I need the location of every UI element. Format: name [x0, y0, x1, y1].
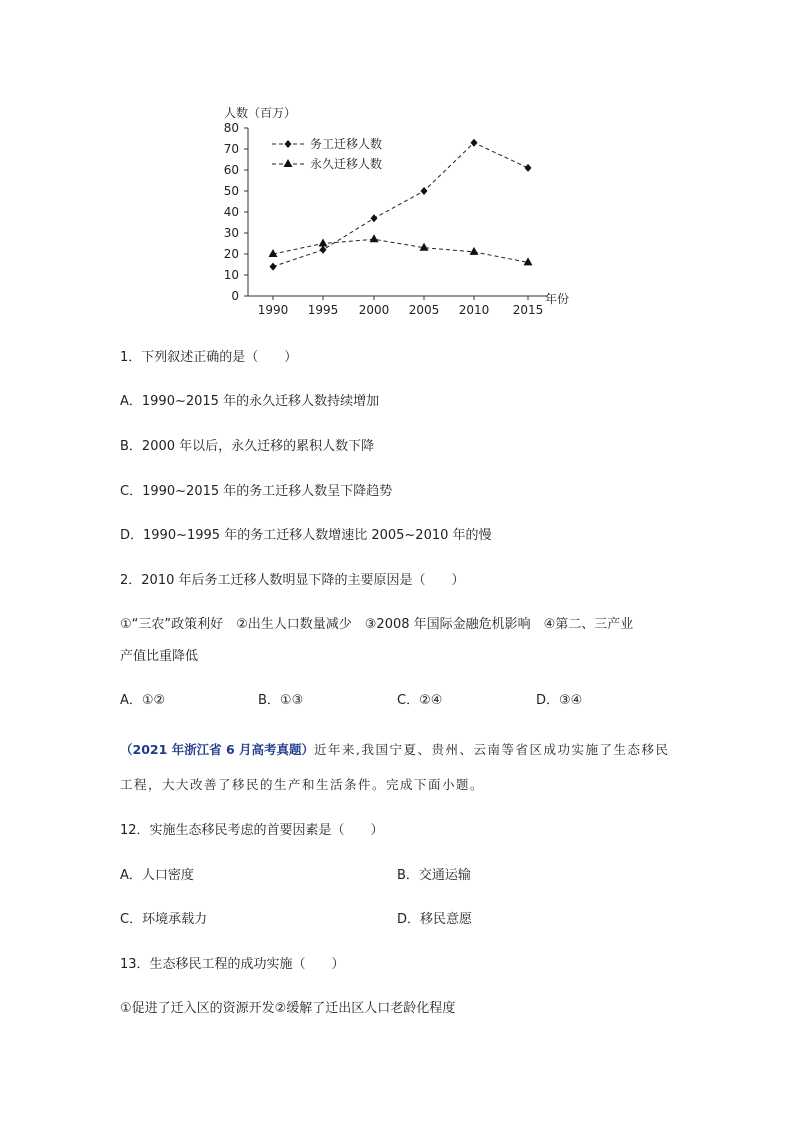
q2-option-b[interactable]: B．①③ — [258, 693, 304, 708]
exam-source: （2021 年浙江省 6 月高考真题） — [120, 742, 315, 757]
x-tick-label: 1995 — [307, 303, 339, 317]
q1-option-a[interactable]: A．1990~2015 年的永久迁移人数持续增加 — [120, 394, 380, 409]
q2-factors-line2: 产值比重降低 — [120, 649, 199, 664]
y-tick-label: 80 — [223, 121, 239, 135]
y-tick-label: 0 — [231, 289, 239, 303]
q2-factors-line1: ①“三农”政策利好 ②出生人口数量减少 ③2008 年国际金融危机影响 ④第二、三产业 — [120, 617, 634, 632]
q12-option-a[interactable]: A．人口密度 — [120, 868, 194, 883]
intro-text-2: 工程，大大改善了移民的生产和生活条件。完成下面小题。 — [120, 777, 485, 792]
worker-data-point — [371, 214, 378, 222]
q1-option-b[interactable]: B．2000 年以后，永久迁移的累积人数下降 — [120, 439, 375, 454]
worker-data-point — [270, 263, 277, 271]
q1-stem: 1．下列叙述正确的是（ ） — [120, 350, 298, 365]
x-tick-label: 2000 — [358, 303, 390, 317]
q1-option-d[interactable]: D．1990~1995 年的务工迁移人数增速比 2005~2010 年的慢 — [120, 528, 492, 543]
q2-option-d[interactable]: D．③④ — [536, 693, 583, 708]
intro-text-1: 近年来,我国宁夏、贵州、云南等省区成功实施了生态移民 — [314, 742, 670, 757]
y-tick-label: 10 — [223, 268, 239, 282]
q2-option-a[interactable]: A．①② — [120, 693, 166, 708]
y-tick-label: 70 — [223, 142, 239, 156]
permanent-data-point — [319, 239, 328, 247]
legend-label: 务工迁移人数 — [310, 137, 383, 151]
y-tick-label: 50 — [223, 184, 239, 198]
x-axis-label: 年份 — [545, 292, 570, 306]
y-tick-label: 60 — [223, 163, 239, 177]
q12-option-c[interactable]: C．环境承载力 — [120, 912, 208, 927]
q13-options-line: ①促进了迁入区的资源开发②缓解了迁出区人口老龄化程度 — [120, 1001, 456, 1016]
worker-data-point — [525, 164, 532, 172]
x-tick-label: 1990 — [257, 303, 289, 317]
legend-diamond-marker — [285, 140, 292, 148]
y-tick-label: 40 — [223, 205, 239, 219]
worker-data-point — [320, 246, 327, 254]
permanent-series-line — [273, 239, 528, 262]
permanent-data-point — [470, 247, 479, 255]
y-tick-label: 20 — [223, 247, 239, 261]
q2-stem: 2．2010 年后务工迁移人数明显下降的主要原因是（ ） — [120, 573, 465, 588]
worker-data-point — [471, 139, 478, 147]
worker-data-point — [421, 187, 428, 195]
x-tick-label: 2005 — [408, 303, 440, 317]
legend-label: 永久迁移人数 — [310, 157, 383, 171]
x-tick-label: 2015 — [512, 303, 544, 317]
x-tick-label: 2010 — [458, 303, 490, 317]
legend-triangle-marker — [284, 159, 293, 167]
permanent-data-point — [370, 234, 379, 242]
migration-line-chart — [0, 0, 794, 330]
material-intro-line1 — [120, 740, 670, 758]
q12-option-d[interactable]: D．移民意愿 — [397, 912, 473, 927]
q12-option-b[interactable]: B．交通运输 — [397, 868, 471, 883]
q13-stem: 13．生态移民工程的成功实施（ ） — [120, 957, 345, 972]
q2-option-c[interactable]: C．②④ — [397, 693, 443, 708]
y-axis-label: 人数（百万） — [224, 106, 297, 120]
y-tick-label: 30 — [223, 226, 239, 240]
q12-stem: 12．实施生态移民考虑的首要因素是（ ） — [120, 823, 384, 838]
q1-option-c[interactable]: C．1990~2015 年的务工迁移人数呈下降趋势 — [120, 484, 393, 499]
